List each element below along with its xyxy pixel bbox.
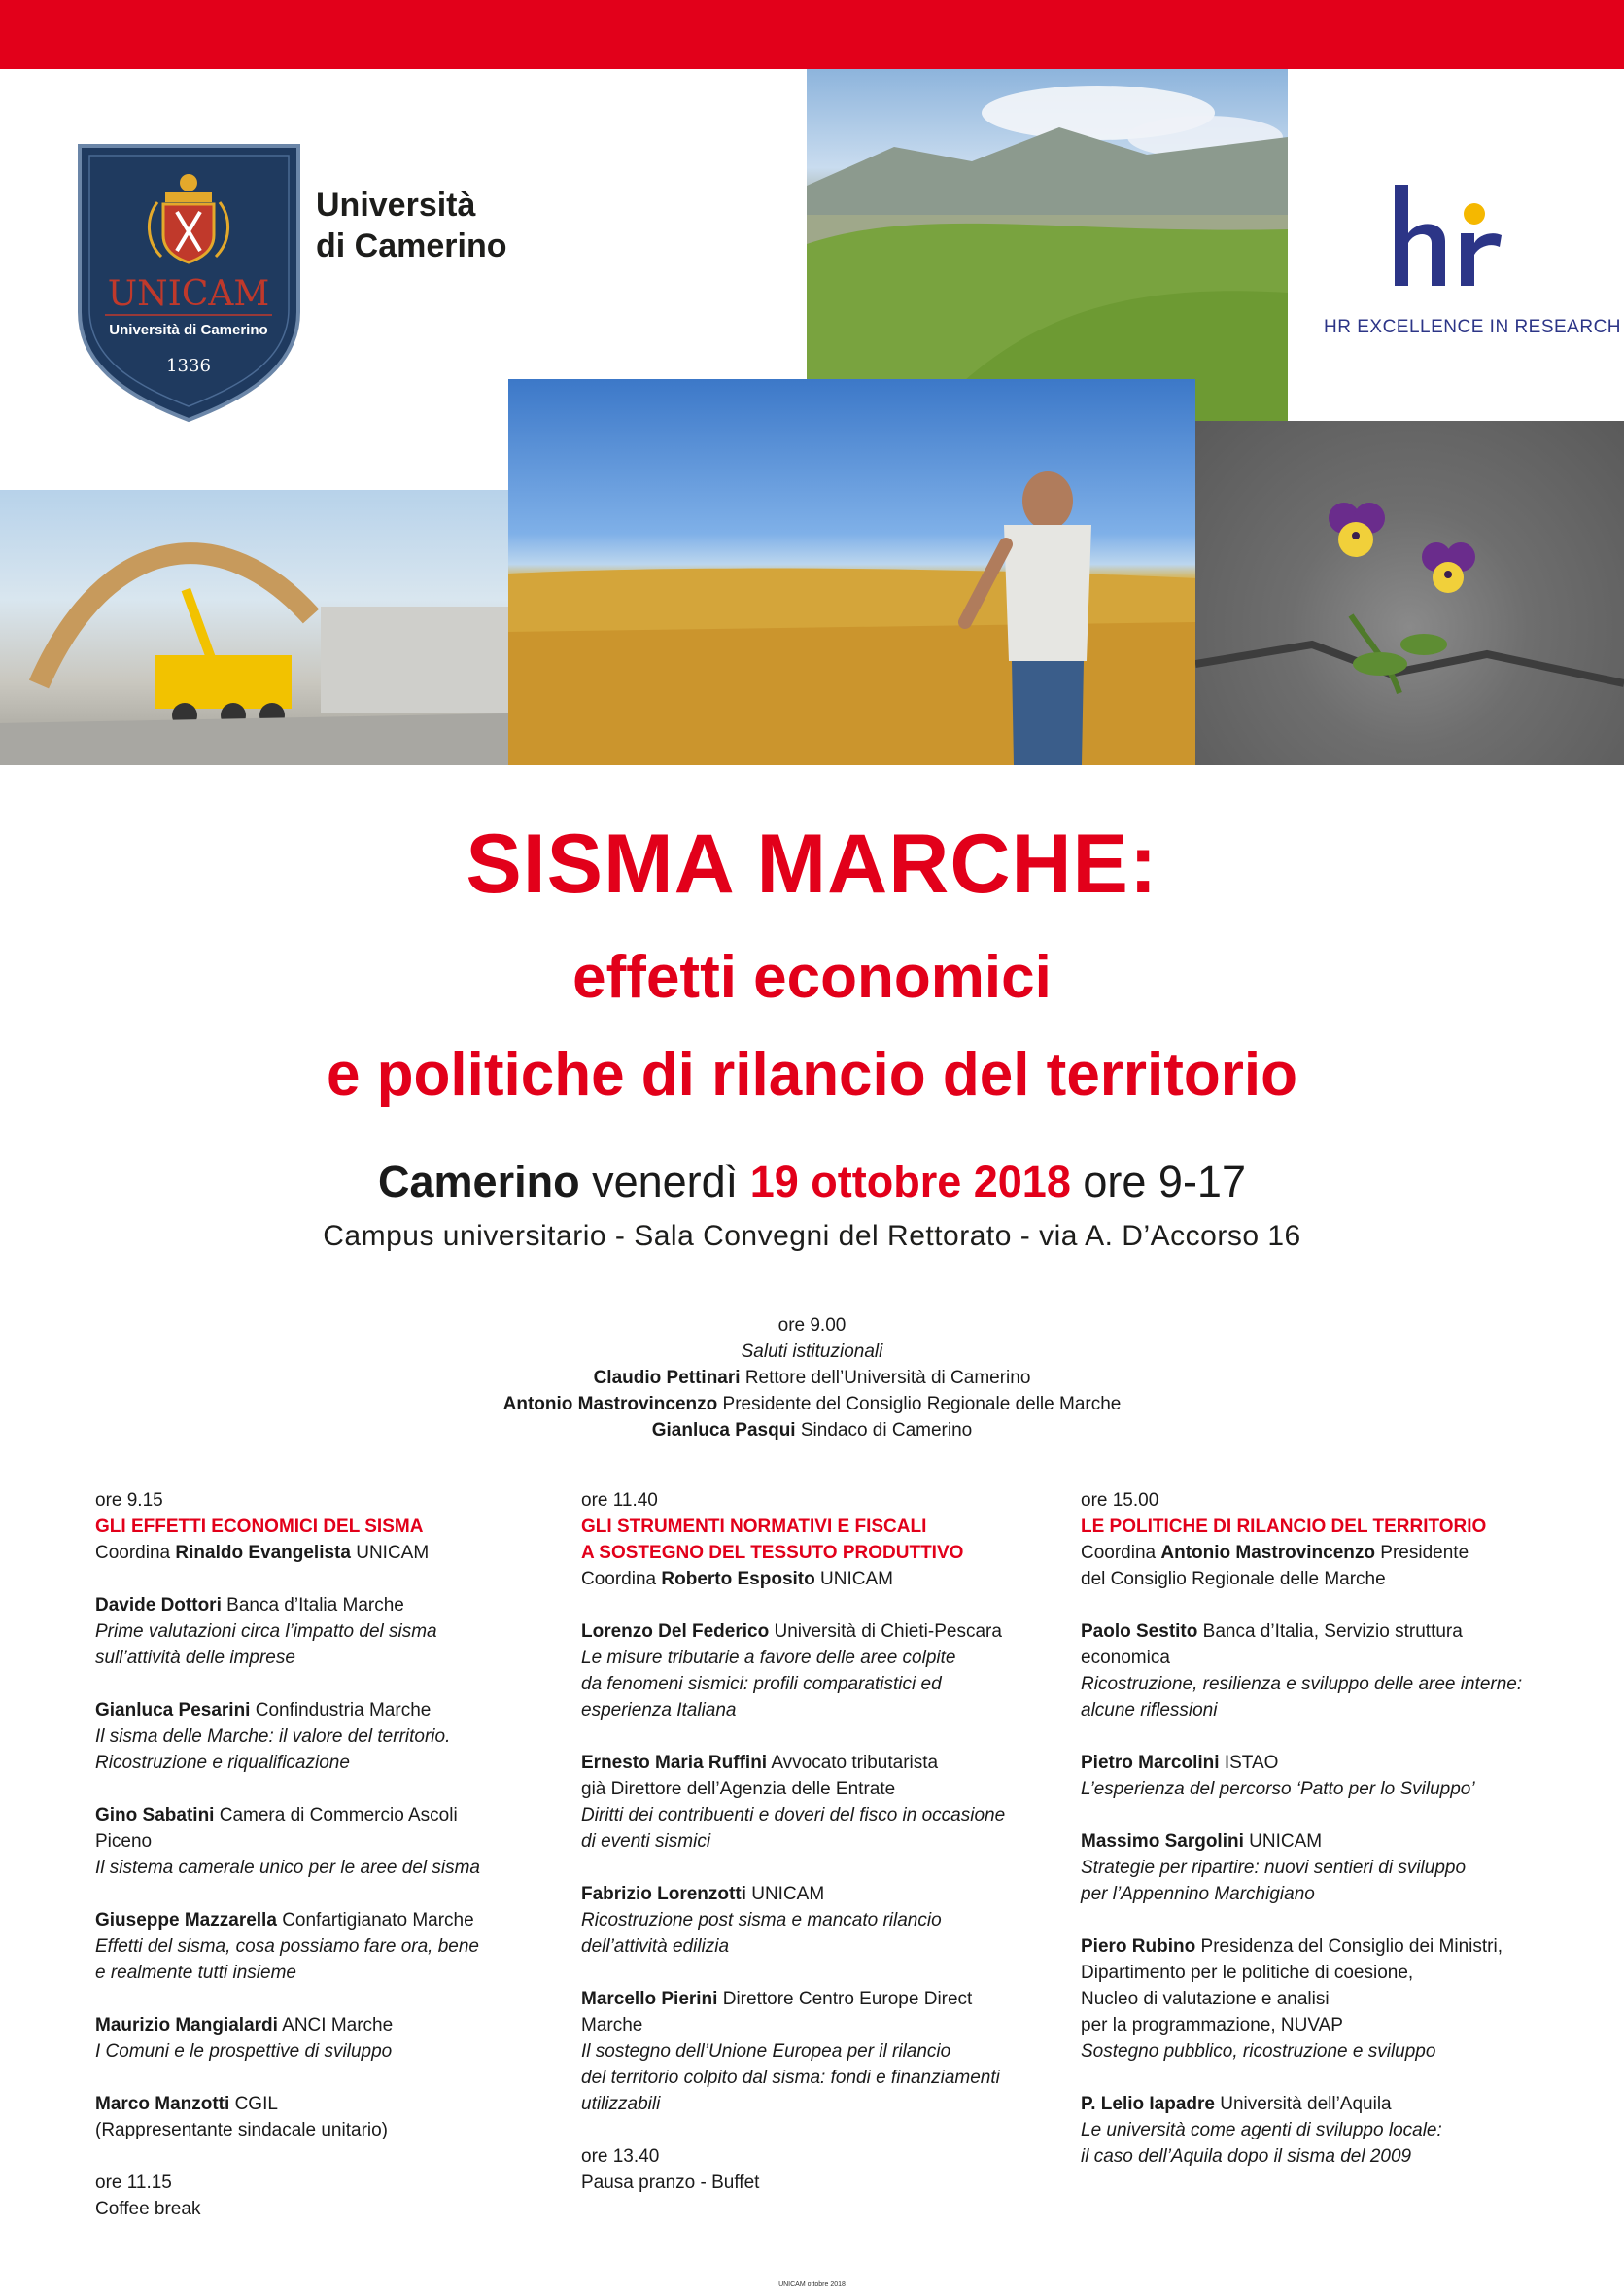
- talk-title: il caso dell’Aquila dopo il sisma del 2009: [1081, 2146, 1412, 2167]
- talk-speaker: Fabrizio Lorenzotti UNICAM: [581, 1884, 825, 1904]
- main-title: SISMA MARCHE:: [466, 818, 1158, 911]
- talk-title: Ricostruzione e riqualificazione: [95, 1753, 350, 1773]
- talk-speaker: P. Lelio Iapadre Università dell’Aquila: [1081, 2094, 1392, 2114]
- talk-title: Diritti dei contribuenti e doveri del fisco in occasione: [581, 1805, 1006, 1826]
- opening-speaker: Claudio Pettinari Rettore dell’Università di Camerino: [593, 1368, 1031, 1388]
- opening-speaker: Gianluca Pasqui Sindaco di Camerino: [651, 1420, 973, 1441]
- talk-title: Il sostegno dell’Unione Europea per il rilancio: [581, 2041, 951, 2062]
- talk-speaker: Gianluca Pesarini Confindustria Marche: [95, 1700, 432, 1721]
- session-time: ore 15.00: [1081, 1490, 1159, 1511]
- session-title: GLI EFFETTI ECONOMICI DEL SISMA: [95, 1516, 424, 1537]
- wheat-field-photo: [508, 379, 1195, 765]
- university-name: [316, 185, 506, 266]
- talk-speaker: Gino Sabatini Camera di Commercio Ascoli: [95, 1805, 458, 1826]
- talk-title: per l’Appennino Marchigiano: [1081, 1884, 1315, 1904]
- subtitle-line1: effetti economici: [572, 944, 1052, 1011]
- talk-speaker: Giuseppe Mazzarella Confartigianato Marche: [95, 1910, 474, 1931]
- talk-title: utilizzabili: [581, 2094, 661, 2114]
- svg-text:Università di Camerino: Università di Camerino: [109, 322, 268, 338]
- event-city: Camerino: [378, 1157, 580, 1206]
- session-time: ore 9.15: [95, 1490, 163, 1511]
- talk-title: Il sisma delle Marche: il valore del territorio.: [95, 1726, 451, 1747]
- unicam-shield-logo: [76, 142, 302, 424]
- talk-title: di eventi sismici: [581, 1831, 711, 1852]
- hr-excellence-caption: HR EXCELLENCE IN RESEARCH: [1324, 317, 1622, 337]
- talk-speaker: Piero Rubino Presidenza del Consiglio dei Ministri,: [1081, 1936, 1503, 1957]
- university-name-line1: Università: [316, 187, 476, 224]
- talk-speaker-org: Marche: [581, 2015, 643, 2035]
- lunch-label: Pausa pranzo - Buffet: [581, 2173, 760, 2193]
- break-time: ore 11.15: [95, 2173, 172, 2193]
- talk-speaker-org: Dipartimento per le politiche di coesione,: [1081, 1963, 1414, 1983]
- opening-session: [0, 1312, 1624, 1444]
- top-accent-bar: [0, 0, 1624, 69]
- talk-title: I Comuni e le prospettive di sviluppo: [95, 2041, 393, 2062]
- opening-label: Saluti istituzionali: [741, 1341, 883, 1362]
- svg-text:hr: hr: [1447, 288, 1449, 289]
- talk-title: da fenomeni sismici: profili comparatistici ed: [581, 1674, 942, 1694]
- talk-speaker: Marcello Pierini Direttore Centro Europe Direct: [581, 1989, 973, 2009]
- footer-note: UNICAM ottobre 2018: [778, 2281, 846, 2288]
- talk-title: del territorio colpito dal sisma: fondi e finanziamenti: [581, 2068, 1000, 2088]
- event-day: venerdì: [592, 1157, 739, 1206]
- session-coordinator-role: del Consiglio Regionale delle Marche: [1081, 1569, 1386, 1589]
- talk-speaker: Maurizio Mangialardi ANCI Marche: [95, 2015, 394, 2035]
- mountain-landscape-image: [807, 69, 1288, 422]
- mountain-landscape-photo: [807, 69, 1288, 422]
- break-label: Coffee break: [95, 2199, 201, 2219]
- session-column-midday: [581, 1487, 1038, 2196]
- talk-title: Ricostruzione post sisma e mancato rilancio: [581, 1910, 942, 1931]
- talk-title: Le università come agenti di sviluppo locale:: [1081, 2120, 1442, 2140]
- session-column-afternoon: [1081, 1487, 1557, 2170]
- lunch-time: ore 13.40: [581, 2146, 660, 2167]
- event-hours: ore 9-17: [1083, 1157, 1246, 1206]
- event-date-line: [0, 1157, 1624, 1207]
- talk-speaker: Ernesto Maria Ruffini Avvocato tributarista: [581, 1753, 939, 1773]
- flower-asphalt-photo: [1195, 421, 1624, 765]
- talk-title: Ricostruzione, resilienza e sviluppo delle aree interne:: [1081, 1674, 1523, 1694]
- talk-title: Sostegno pubblico, ricostruzione e sviluppo: [1081, 2041, 1436, 2062]
- talk-speaker: Massimo Sargolini UNICAM: [1081, 1831, 1323, 1852]
- talk-speaker: Pietro Marcolini ISTAO: [1081, 1753, 1279, 1773]
- talk-title: Prime valutazioni circa l’impatto del sisma: [95, 1621, 437, 1642]
- session-coordinator: Coordina Rinaldo Evangelista UNICAM: [95, 1543, 430, 1563]
- talk-speaker-org: per la programmazione, NUVAP: [1081, 2015, 1343, 2035]
- subtitle-line2: e politiche di rilancio del territorio: [326, 1041, 1298, 1108]
- pansy-in-crack-image: [1195, 421, 1624, 765]
- construction-site-image: [0, 490, 508, 765]
- talk-speaker-org: già Direttore dell’Agenzia delle Entrate: [581, 1779, 896, 1799]
- opening-speaker: Antonio Mastrovincenzo Presidente del Consiglio Regionale delle Marche: [502, 1394, 1122, 1414]
- talk-speaker: Davide Dottori Banca d’Italia Marche: [95, 1595, 404, 1616]
- talk-speaker: Paolo Sestito Banca d’Italia, Servizio struttura: [1081, 1621, 1463, 1642]
- talk-title: alcune riflessioni: [1081, 1700, 1218, 1721]
- session-column-morning: [95, 1487, 552, 2222]
- talk-title: Le misure tributarie a favore delle aree colpite: [581, 1648, 956, 1668]
- session-time: ore 11.40: [581, 1490, 658, 1511]
- talk-title: Strategie per ripartire: nuovi sentieri di sviluppo: [1081, 1858, 1467, 1878]
- talk-speaker: Lorenzo Del Federico Università di Chieti-Pescara: [581, 1621, 1002, 1642]
- event-date: 19 ottobre 2018: [749, 1157, 1071, 1206]
- event-venue: Campus universitario - Sala Convegni del Rettorato - via A. D’Accorso 16: [323, 1220, 1301, 1252]
- talk-title: dell’attività edilizia: [581, 1936, 730, 1957]
- hr-excellence-logo: [1385, 183, 1511, 290]
- session-title: GLI STRUMENTI NORMATIVI E FISCALI: [581, 1516, 927, 1537]
- talk-speaker-org: Nucleo di valutazione e analisi: [1081, 1989, 1330, 2009]
- talk-speaker: Marco Manzotti CGIL: [95, 2094, 278, 2114]
- talk-title: sull’attività delle imprese: [95, 1648, 295, 1668]
- talk-title: Effetti del sisma, cosa possiamo fare ora, bene: [95, 1936, 479, 1957]
- session-coordinator: Coordina Antonio Mastrovincenzo Presidente: [1081, 1543, 1469, 1563]
- man-in-wheat-field-image: [508, 379, 1195, 765]
- svg-text:UNICAM: UNICAM: [107, 274, 270, 314]
- university-name-line2: di Camerino: [316, 227, 507, 264]
- talk-title: e realmente tutti insieme: [95, 1963, 296, 1983]
- talk-title: Il sistema camerale unico per le aree del sisma: [95, 1858, 481, 1878]
- session-coordinator: Coordina Roberto Esposito UNICAM: [581, 1569, 893, 1589]
- talk-title: esperienza Italiana: [581, 1700, 737, 1721]
- talk-title: L’esperienza del percorso ‘Patto per lo Sviluppo’: [1081, 1779, 1475, 1799]
- talk-speaker-org: Piceno: [95, 1831, 153, 1852]
- talk-title: (Rappresentante sindacale unitario): [95, 2120, 389, 2140]
- session-title: A SOSTEGNO DEL TESSUTO PRODUTTIVO: [581, 1543, 964, 1563]
- session-title: LE POLITICHE DI RILANCIO DEL TERRITORIO: [1081, 1516, 1487, 1537]
- svg-text:1336: 1336: [166, 356, 211, 376]
- talk-speaker-org: economica: [1081, 1648, 1170, 1668]
- construction-crane-photo: [0, 490, 508, 765]
- opening-time: ore 9.00: [777, 1315, 847, 1336]
